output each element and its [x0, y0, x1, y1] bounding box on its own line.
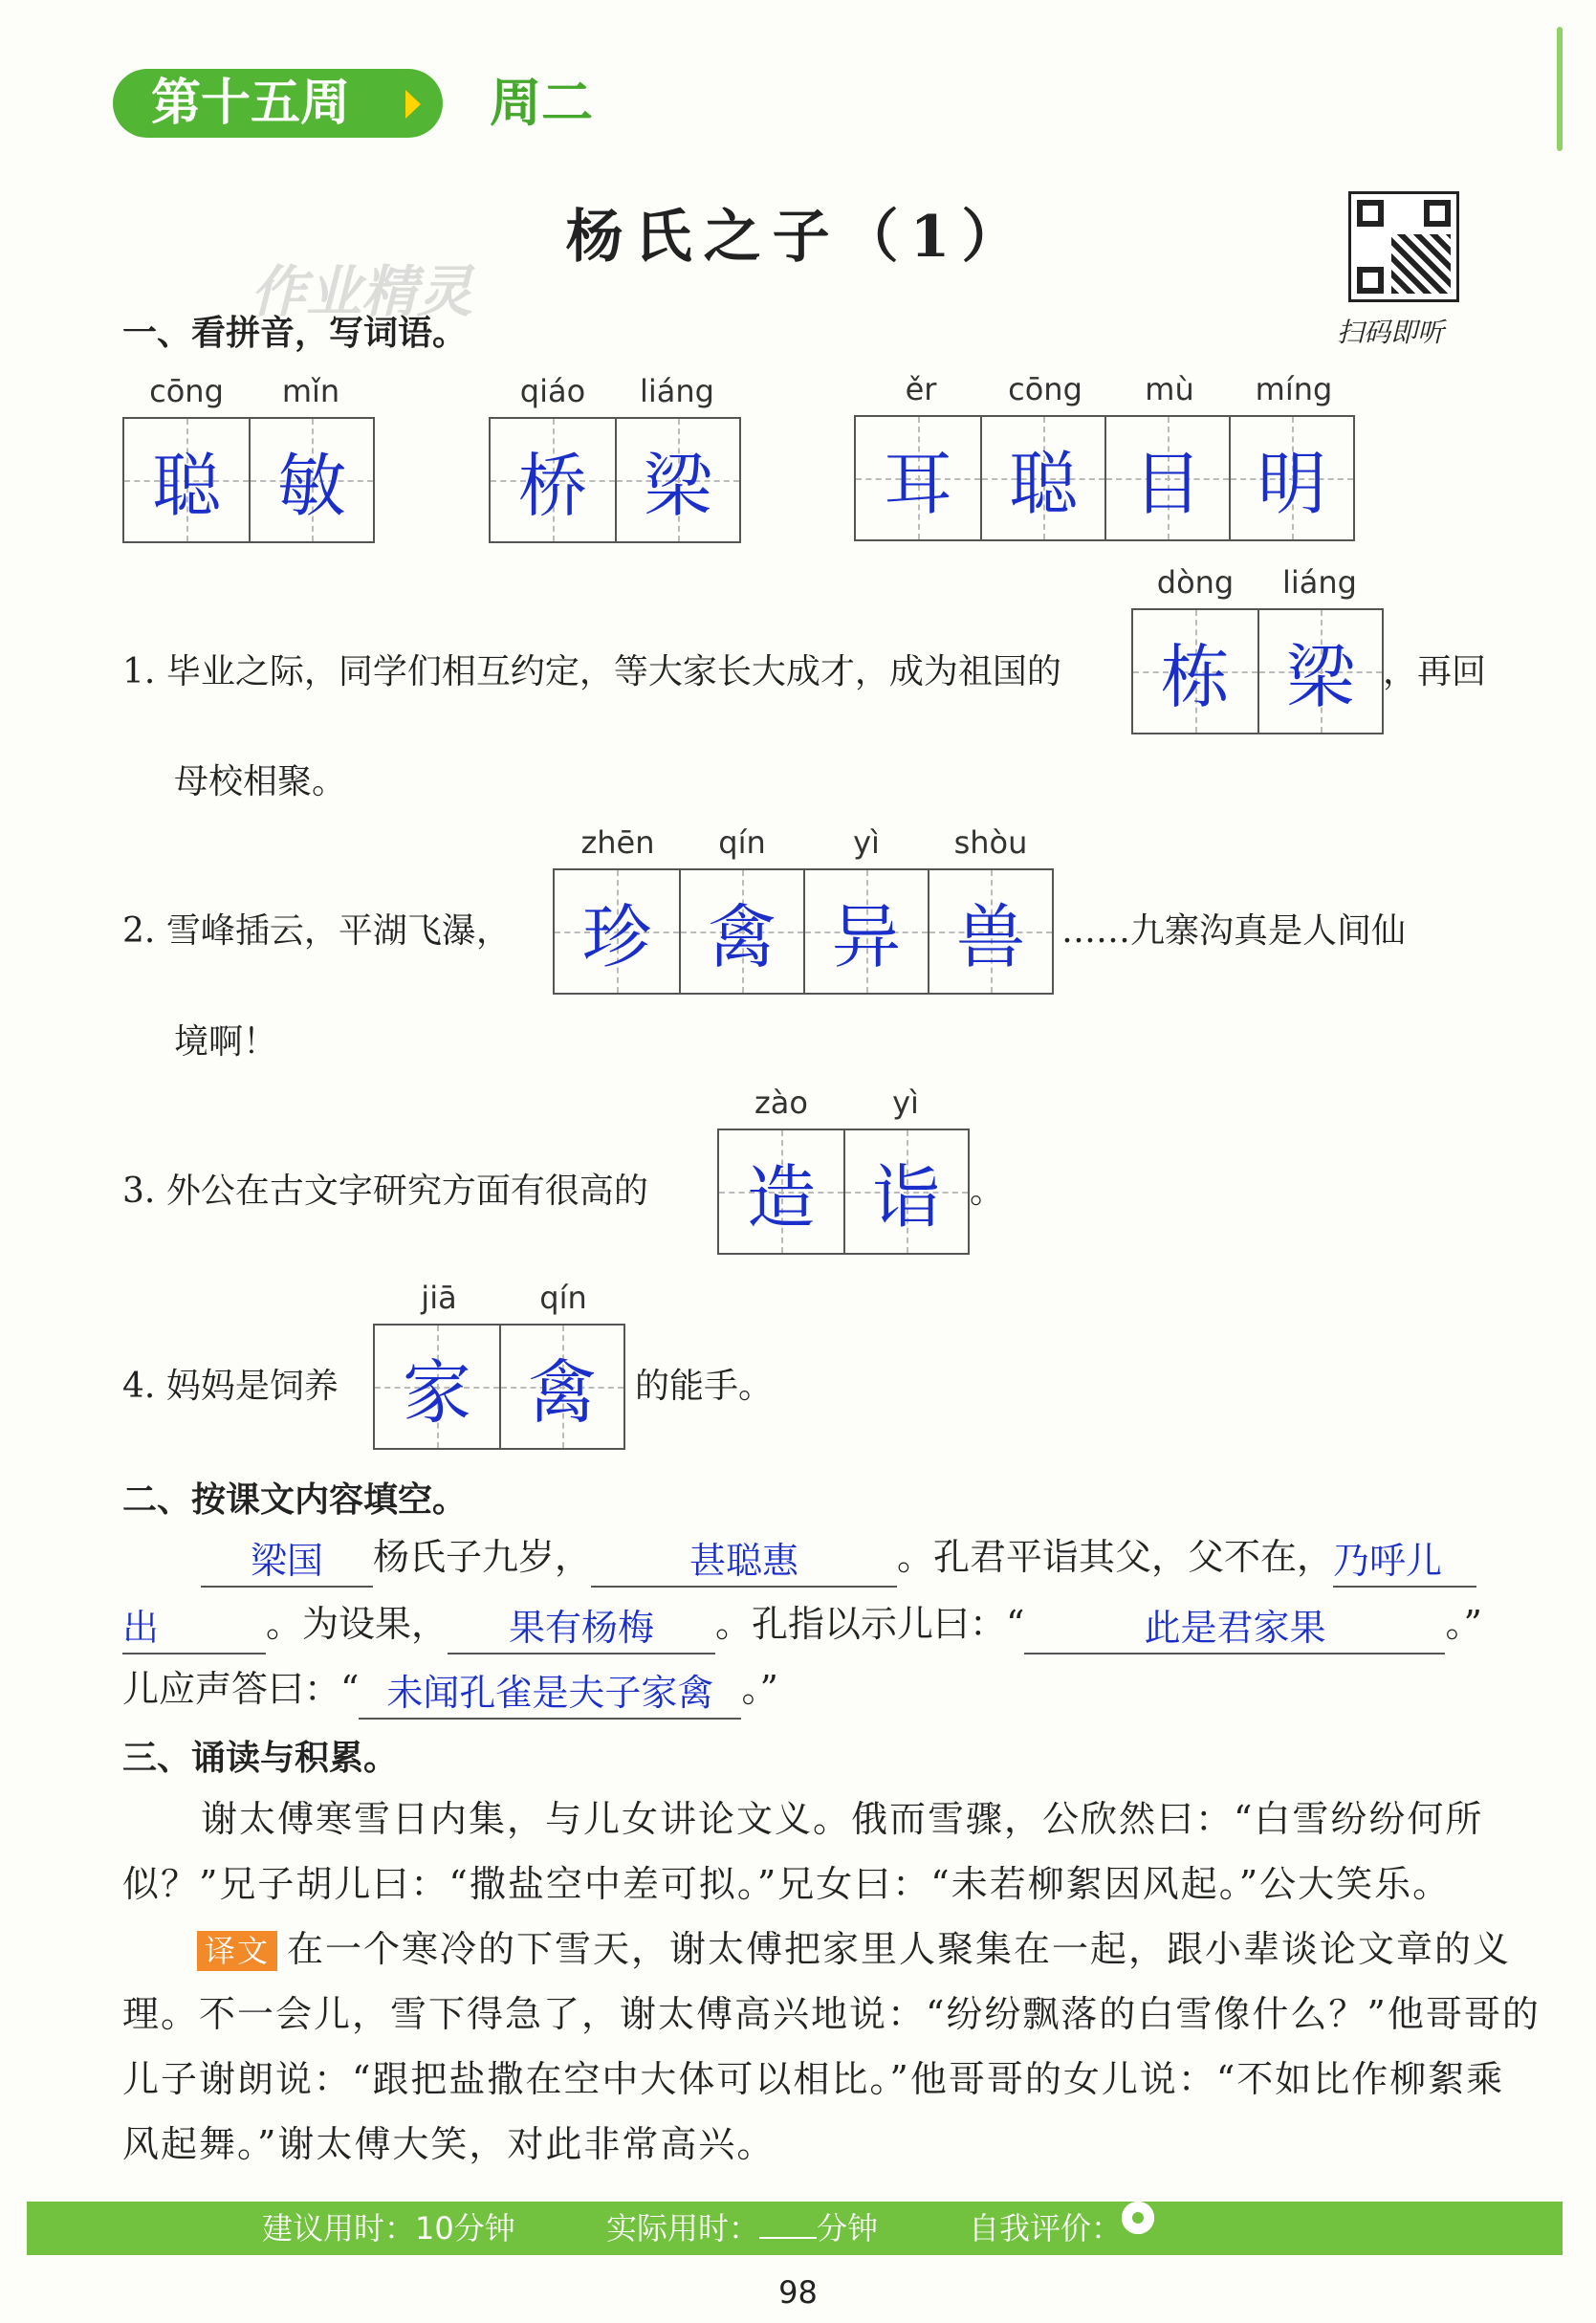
question-text-after: ……九寨沟真是人间仙: [1061, 911, 1407, 951]
answer-grid: [553, 868, 1054, 995]
char-cell[interactable]: 梁: [615, 419, 739, 541]
pinyin: mǐn: [281, 373, 340, 409]
pinyin: liáng: [640, 373, 714, 409]
fill-text: 儿应声答曰：“: [122, 1668, 360, 1710]
char-cell[interactable]: 明: [1229, 417, 1353, 539]
char-cell[interactable]: 梁: [1257, 610, 1382, 733]
char-cell[interactable]: 聪: [124, 419, 249, 541]
question-number: 4.: [122, 1367, 156, 1406]
question-text: 妈妈是饲养: [165, 1367, 339, 1406]
char-cell[interactable]: 家: [375, 1326, 499, 1448]
page-title: 杨氏之子（1）: [565, 204, 1031, 271]
fill-text: 。孔君平诣其父，父不在，: [897, 1536, 1334, 1578]
question-text-cont: 母校相聚。: [174, 762, 347, 801]
answer-grid: [373, 1324, 625, 1450]
fill-text: 。为设果，: [266, 1603, 448, 1645]
pinyin: jiā: [421, 1280, 457, 1316]
pinyin: míng: [1255, 371, 1333, 407]
footer-bar: [27, 2202, 1563, 2255]
pinyin: dòng: [1156, 564, 1235, 601]
fill-line-3: [122, 1658, 778, 1720]
fill-text: 。”: [1445, 1603, 1482, 1645]
page-edge-bar: [1557, 27, 1563, 151]
answer-grid: [489, 417, 741, 543]
question-text-after: ，再回: [1383, 652, 1487, 691]
pinyin: mù: [1145, 371, 1194, 407]
char-cell[interactable]: 桥: [491, 419, 615, 541]
pinyin: zào: [754, 1085, 808, 1121]
answer-blank[interactable]: 此是君家果: [1024, 1603, 1445, 1655]
question-number: 1.: [122, 652, 156, 691]
char-cell[interactable]: 目: [1104, 417, 1229, 539]
fill-text: 。孔指以示儿曰：“: [715, 1603, 1025, 1645]
section-3-heading: 三、诵读与积累。: [122, 1739, 399, 1778]
question-text: 毕业之际，同学们相互约定，等大家长大成才，成为祖国的: [165, 652, 1061, 691]
pinyin-row: [1133, 564, 1382, 601]
translation-line: 风起舞。”谢太傅大笑，对此非常高兴。: [122, 2123, 776, 2165]
char-cell[interactable]: 禽: [499, 1326, 623, 1448]
self-eval-label: 自我评价：: [969, 2210, 1123, 2246]
pinyin-row: [491, 373, 739, 409]
question-2: [122, 910, 511, 953]
pinyin-row: [124, 373, 373, 409]
char-cell[interactable]: 敏: [249, 419, 373, 541]
pinyin-row: [719, 1085, 968, 1121]
question-text: 雪峰插云，平湖飞瀑，: [165, 911, 511, 951]
pinyin: qiáo: [519, 373, 586, 409]
translation-line: 儿子谢朗说：“跟把盐撒在空中大体可以相比。”他哥哥的女儿说：“不如比作柳絮乘: [122, 2058, 1505, 2100]
question-text-cont: 境啊！: [174, 1022, 278, 1062]
qr-label: 扫码即听: [1337, 317, 1445, 348]
pinyin-row: [859, 371, 1356, 407]
classical-text-line: 谢太傅寒雪日内集，与儿女讲论文义。俄而雪骤，公欣然曰：“白雪纷纷何所: [201, 1798, 1484, 1840]
char-cell[interactable]: 兽: [928, 870, 1052, 993]
question-3: [122, 1171, 648, 1213]
pinyin-row: [377, 1280, 625, 1316]
actual-time-unit: 分钟: [817, 2210, 879, 2246]
translation-line: [197, 1917, 1511, 1982]
day-label: 周二: [490, 73, 593, 133]
answer-blank[interactable]: 甚聪惠: [591, 1536, 897, 1588]
pinyin: qín: [539, 1280, 587, 1316]
translation-text: 在一个寒冷的下雪天，谢太傅把家里人聚集在一起，跟小辈谈论文章的义: [287, 1928, 1512, 1970]
char-cell[interactable]: 禽: [679, 870, 803, 993]
answer-blank[interactable]: 梁国: [201, 1536, 373, 1588]
fill-text: 杨氏子九岁，: [373, 1536, 592, 1578]
fill-line-1: [201, 1526, 1476, 1588]
suggested-time: 建议用时：10分钟: [262, 2210, 515, 2246]
translation-line: 理。不一会儿，雪下得急了，谢太傅高兴地说：“纷纷飘落的白雪像什么？”他哥哥的: [122, 1993, 1541, 2035]
qr-code[interactable]: [1348, 191, 1459, 302]
question-text-after: 。: [970, 1172, 1005, 1211]
char-cell[interactable]: 聪: [980, 417, 1104, 539]
pinyin: qín: [718, 824, 766, 861]
question-text: 外公在古文字研究方面有很高的: [165, 1172, 648, 1211]
answer-blank[interactable]: 果有杨梅: [448, 1603, 715, 1655]
actual-time-label: 实际用时：: [606, 2210, 760, 2246]
pinyin: zhēn: [580, 824, 655, 861]
watermark: 作业精灵: [251, 259, 473, 324]
flower-icon[interactable]: [1122, 2202, 1154, 2234]
answer-blank[interactable]: 未闻孔雀是夫子家禽: [359, 1668, 741, 1720]
answer-blank[interactable]: 乃呼儿: [1333, 1536, 1476, 1588]
pinyin: liáng: [1282, 564, 1357, 601]
question-number: 3.: [122, 1172, 156, 1211]
answer-grid: [854, 415, 1355, 541]
char-cell[interactable]: 珍: [555, 870, 679, 993]
self-eval: [969, 2202, 1122, 2255]
pinyin: yì: [853, 824, 880, 861]
pinyin: shòu: [953, 824, 1028, 861]
char-cell[interactable]: 诣: [843, 1130, 968, 1253]
char-cell[interactable]: 耳: [856, 417, 980, 539]
pinyin: cōng: [149, 373, 224, 409]
pinyin: cōng: [1008, 371, 1082, 407]
actual-time: [606, 2202, 878, 2255]
pinyin-row: [556, 824, 1053, 861]
fill-text: 。”: [741, 1668, 778, 1710]
play-arrow-icon: [405, 90, 421, 119]
answer-grid: [122, 417, 375, 543]
page-number: 98: [778, 2274, 818, 2311]
question-4: [122, 1366, 339, 1408]
question-number: 2.: [122, 911, 156, 951]
question-text-after: 的能手。: [635, 1367, 774, 1406]
pinyin: ěr: [905, 371, 937, 407]
answer-blank[interactable]: 出: [122, 1603, 266, 1655]
char-cell[interactable]: 栋: [1133, 610, 1257, 733]
pinyin: yì: [892, 1085, 919, 1121]
question-1: [122, 651, 1061, 693]
section-1-heading: 一、看拼音，写词语。: [122, 314, 468, 353]
week-label: 第十五周: [113, 69, 443, 138]
fill-line-2: [122, 1593, 1482, 1655]
char-cell[interactable]: 造: [719, 1130, 843, 1253]
actual-time-blank[interactable]: [759, 2208, 817, 2239]
char-cell[interactable]: 异: [803, 870, 928, 993]
translation-badge: 译文: [197, 1931, 277, 1971]
classical-text-line: 似？”兄子胡儿曰：“撒盐空中差可拟。”兄女曰：“未若柳絮因风起。”公大笑乐。: [122, 1863, 1452, 1905]
answer-grid: [1131, 608, 1384, 734]
answer-grid: [717, 1129, 970, 1255]
section-2-heading: 二、按课文内容填空。: [122, 1480, 468, 1520]
